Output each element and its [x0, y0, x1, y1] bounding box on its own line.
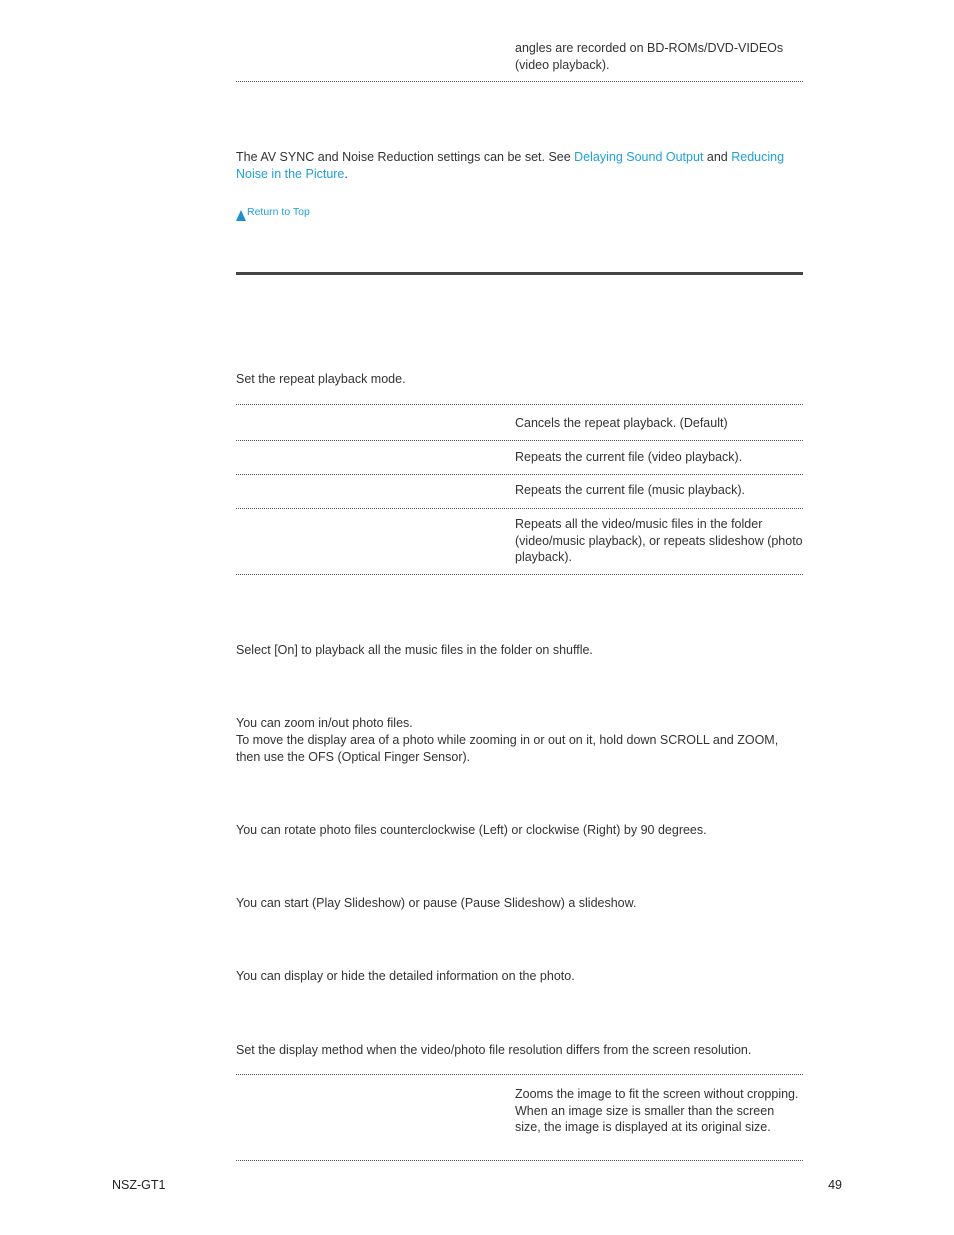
zoom-paragraph-1: You can zoom in/out photo files.	[236, 716, 413, 730]
table-divider	[236, 1160, 803, 1161]
table-divider	[236, 1074, 803, 1075]
return-to-top-link[interactable]: Return to Top	[236, 204, 310, 225]
reducing-noise-link[interactable]: Reducing Noise in the Picture	[236, 150, 785, 181]
table-cell-angles: angles are recorded on BD-ROMs/DVD-VIDEOs (video playback).	[515, 41, 784, 72]
section-separator	[236, 272, 803, 275]
table-divider	[236, 404, 803, 405]
repeat-row-all: Repeats all the video/music files in the folder (video/music playback), or repeats slideshow (photo playback).	[515, 517, 803, 564]
up-arrow-icon	[236, 210, 246, 221]
rotate-paragraph: You can rotate photo files counterclockwise (Left) or clockwise (Right) by 90 degrees.	[236, 823, 707, 837]
repeat-row-music: Repeats the current file (music playback).	[515, 483, 745, 497]
display-method-intro: Set the display method when the video/photo file resolution differs from the screen resolution.	[236, 1043, 752, 1057]
av-sync-paragraph: The AV SYNC and Noise Reduction settings can be set. See Delaying Sound Output and Reducing Noise in the Picture.	[236, 150, 785, 181]
repeat-row-video: Repeats the current file (video playback).	[515, 450, 743, 464]
display-method-row-fit: Zooms the image to fit the screen without cropping. When an image size is smaller than the screen size, the image is displayed at its original size.	[515, 1087, 799, 1134]
table-divider	[236, 574, 803, 575]
zoom-paragraph-2: To move the display area of a photo while zooming in or out on it, hold down SCROLL and ZOOM, then use the OFS (Optical Finger Sensor).	[236, 733, 779, 764]
table-divider	[236, 508, 803, 509]
table-divider	[236, 440, 803, 441]
footer-page-number: 49	[828, 1178, 842, 1192]
repeat-row-off: Cancels the repeat playback. (Default)	[515, 416, 728, 430]
repeat-intro: Set the repeat playback mode.	[236, 372, 406, 386]
table-divider	[236, 474, 803, 475]
table-divider	[236, 81, 803, 82]
info-paragraph: You can display or hide the detailed information on the photo.	[236, 969, 575, 983]
delaying-sound-output-link[interactable]: Delaying Sound Output	[574, 150, 704, 164]
shuffle-paragraph: Select [On] to playback all the music files in the folder on shuffle.	[236, 643, 593, 657]
footer-model: NSZ-GT1	[112, 1178, 166, 1192]
slideshow-paragraph: You can start (Play Slideshow) or pause (Pause Slideshow) a slideshow.	[236, 896, 637, 910]
